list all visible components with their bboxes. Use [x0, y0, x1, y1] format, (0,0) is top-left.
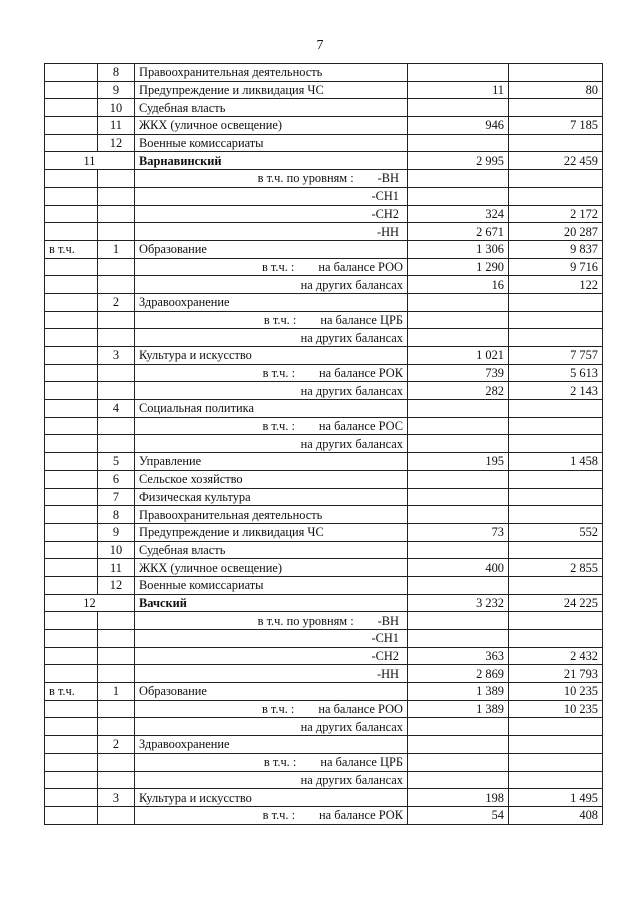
item-name-cell: Социальная политика	[135, 400, 408, 418]
item-number-cell: 3	[98, 347, 135, 365]
other-balance-label: на других балансах	[300, 436, 403, 451]
incl-cell	[45, 435, 98, 453]
table-row	[45, 134, 603, 152]
level-label: -ВН	[377, 171, 399, 186]
item-number-cell	[98, 170, 135, 188]
value-1-cell: 400	[408, 559, 509, 577]
incl-cell	[45, 453, 98, 471]
item-number-cell	[98, 187, 135, 205]
value-1-cell	[408, 435, 509, 453]
item-name-cell: Образование	[135, 240, 408, 258]
table-row	[45, 576, 603, 594]
table-row	[45, 329, 603, 347]
value-1-cell: 282	[408, 382, 509, 400]
value-2-cell	[509, 417, 603, 435]
table-row	[45, 594, 603, 612]
item-number-cell	[98, 258, 135, 276]
item-name-cell	[135, 258, 408, 276]
item-name-cell: Физическая культура	[135, 488, 408, 506]
item-number-cell	[98, 223, 135, 241]
value-2-cell: 22 459	[509, 152, 603, 170]
incl-cell	[45, 99, 98, 117]
table-row	[45, 435, 603, 453]
value-2-cell	[509, 134, 603, 152]
incl-cell	[45, 665, 98, 683]
value-2-cell	[509, 187, 603, 205]
item-name-cell: Сельское хозяйство	[135, 470, 408, 488]
table-row	[45, 117, 603, 135]
value-1-cell	[408, 771, 509, 789]
sub-prefix: в т.ч. :	[261, 259, 295, 274]
table-row	[45, 152, 603, 170]
sub-prefix: в т.ч. :	[262, 808, 296, 823]
value-2-cell	[509, 576, 603, 594]
value-2-cell: 24 225	[509, 594, 603, 612]
value-1-cell: 73	[408, 523, 509, 541]
value-1-cell	[408, 488, 509, 506]
incl-cell	[45, 187, 98, 205]
item-name-cell: Правоохранительная деятельность	[135, 64, 408, 82]
item-number-cell	[98, 417, 135, 435]
item-name-cell	[135, 753, 408, 771]
incl-cell	[45, 170, 98, 188]
table-row	[45, 276, 603, 294]
incl-cell	[45, 612, 98, 630]
value-2-cell: 7 185	[509, 117, 603, 135]
item-name-cell: Предупреждение и ликвидация ЧС	[135, 81, 408, 99]
value-1-cell	[408, 170, 509, 188]
value-1-cell	[408, 506, 509, 524]
value-2-cell	[509, 170, 603, 188]
item-number-cell: 9	[98, 523, 135, 541]
balance-label: на балансе ЦРБ	[320, 312, 403, 327]
item-number-cell: 5	[98, 453, 135, 471]
value-1-cell: 198	[408, 789, 509, 807]
incl-cell	[45, 506, 98, 524]
table-row	[45, 612, 603, 630]
item-number-cell: 7	[98, 488, 135, 506]
value-1-cell	[408, 630, 509, 648]
value-1-cell	[408, 187, 509, 205]
value-2-cell	[509, 612, 603, 630]
item-name-cell: Судебная власть	[135, 541, 408, 559]
item-number-cell: 2	[98, 736, 135, 754]
other-balance-label: на других балансах	[300, 772, 403, 787]
value-1-cell: 11	[408, 81, 509, 99]
table-body	[45, 64, 603, 825]
item-name-cell	[135, 630, 408, 648]
value-2-cell	[509, 718, 603, 736]
item-name-cell	[135, 700, 408, 718]
value-2-cell	[509, 753, 603, 771]
value-1-cell	[408, 736, 509, 754]
item-number-cell: 8	[98, 64, 135, 82]
value-1-cell	[408, 329, 509, 347]
value-1-cell	[408, 134, 509, 152]
incl-cell	[45, 134, 98, 152]
value-2-cell: 2 143	[509, 382, 603, 400]
item-name-cell	[135, 364, 408, 382]
page-number: 7	[316, 38, 324, 53]
value-1-cell	[408, 417, 509, 435]
item-name-cell	[135, 311, 408, 329]
item-number-cell	[98, 435, 135, 453]
incl-cell	[45, 64, 98, 82]
value-1-cell	[408, 576, 509, 594]
balance-label: на балансе РОК	[319, 366, 403, 381]
item-number-cell	[98, 630, 135, 648]
table-row	[45, 223, 603, 241]
item-name-cell	[135, 718, 408, 736]
item-number-cell	[98, 205, 135, 223]
value-1-cell: 1 021	[408, 347, 509, 365]
budget-table	[44, 63, 603, 825]
item-number-cell: 1	[98, 240, 135, 258]
item-number-cell	[98, 276, 135, 294]
incl-cell: в т.ч.	[45, 240, 98, 258]
item-number-cell	[98, 700, 135, 718]
incl-cell	[45, 470, 98, 488]
item-number-cell: 9	[98, 81, 135, 99]
value-2-cell	[509, 400, 603, 418]
incl-cell	[45, 736, 98, 754]
incl-cell	[45, 117, 98, 135]
table-row	[45, 771, 603, 789]
item-name-cell: Военные комиссариаты	[135, 134, 408, 152]
item-name-cell: Военные комиссариаты	[135, 576, 408, 594]
value-2-cell: 2 855	[509, 559, 603, 577]
level-label: -СН1	[371, 189, 399, 204]
incl-cell	[45, 311, 98, 329]
item-number-cell: 3	[98, 789, 135, 807]
value-1-cell: 16	[408, 276, 509, 294]
item-number-cell: 8	[98, 506, 135, 524]
table-row	[45, 718, 603, 736]
value-1-cell: 1 306	[408, 240, 509, 258]
table-row	[45, 736, 603, 754]
incl-cell	[45, 293, 98, 311]
incl-cell	[45, 223, 98, 241]
other-balance-label: на других балансах	[300, 383, 403, 398]
value-1-cell: 2 995	[408, 152, 509, 170]
item-name-cell	[135, 205, 408, 223]
value-2-cell: 10 235	[509, 683, 603, 701]
table-row	[45, 488, 603, 506]
table-row	[45, 99, 603, 117]
table-row	[45, 311, 603, 329]
value-1-cell: 1 389	[408, 683, 509, 701]
table-row	[45, 258, 603, 276]
balance-label: на балансе ЦРБ	[320, 755, 403, 770]
value-2-cell	[509, 771, 603, 789]
incl-cell	[45, 523, 98, 541]
table-row	[45, 347, 603, 365]
table-row	[45, 470, 603, 488]
incl-cell	[45, 347, 98, 365]
value-2-cell	[509, 293, 603, 311]
table-row	[45, 64, 603, 82]
sub-prefix: в т.ч. :	[262, 419, 295, 434]
incl-cell	[45, 329, 98, 347]
levels-prefix: в т.ч. по уровням :	[257, 613, 354, 628]
value-2-cell	[509, 99, 603, 117]
value-2-cell	[509, 329, 603, 347]
item-name-cell: ЖКХ (уличное освещение)	[135, 559, 408, 577]
value-2-cell: 2 172	[509, 205, 603, 223]
level-label: -СН2	[371, 206, 399, 221]
value-2-cell	[509, 736, 603, 754]
level-label: -ВН	[377, 613, 399, 628]
incl-cell	[45, 364, 98, 382]
value-1-cell	[408, 99, 509, 117]
incl-cell	[45, 541, 98, 559]
level-label: -СН2	[371, 649, 399, 664]
item-name-cell	[135, 435, 408, 453]
value-2-cell: 21 793	[509, 665, 603, 683]
region-number-cell: 11	[45, 152, 135, 170]
item-name-cell	[135, 329, 408, 347]
value-1-cell: 739	[408, 364, 509, 382]
balance-label: на балансе РОС	[318, 419, 403, 434]
incl-cell	[45, 806, 98, 824]
value-2-cell: 10 235	[509, 700, 603, 718]
value-1-cell: 1 389	[408, 700, 509, 718]
table-row	[45, 541, 603, 559]
item-name-cell: Образование	[135, 683, 408, 701]
incl-cell	[45, 789, 98, 807]
item-name-cell	[135, 647, 408, 665]
incl-cell	[45, 647, 98, 665]
table-row	[45, 81, 603, 99]
item-number-cell	[98, 311, 135, 329]
value-1-cell	[408, 612, 509, 630]
table-row	[45, 187, 603, 205]
table-row	[45, 683, 603, 701]
incl-cell	[45, 771, 98, 789]
incl-cell	[45, 81, 98, 99]
item-name-cell: Правоохранительная деятельность	[135, 506, 408, 524]
table-row	[45, 559, 603, 577]
sub-prefix: в т.ч. :	[262, 366, 296, 381]
sub-prefix: в т.ч. :	[263, 755, 297, 770]
level-label: -СН1	[371, 631, 399, 646]
table-row	[45, 630, 603, 648]
item-number-cell: 6	[98, 470, 135, 488]
item-name-cell	[135, 771, 408, 789]
sub-prefix: в т.ч. :	[261, 702, 295, 717]
incl-cell	[45, 753, 98, 771]
table-row	[45, 665, 603, 683]
balance-label: на балансе РОО	[318, 702, 403, 717]
item-number-cell	[98, 806, 135, 824]
incl-cell	[45, 258, 98, 276]
item-number-cell: 10	[98, 99, 135, 117]
item-number-cell	[98, 364, 135, 382]
value-1-cell	[408, 400, 509, 418]
value-2-cell	[509, 470, 603, 488]
item-number-cell: 12	[98, 134, 135, 152]
value-2-cell: 408	[509, 806, 603, 824]
table-row	[45, 293, 603, 311]
table-row	[45, 382, 603, 400]
table-row	[45, 453, 603, 471]
incl-cell	[45, 276, 98, 294]
incl-cell	[45, 488, 98, 506]
value-1-cell: 2 671	[408, 223, 509, 241]
item-name-cell: Судебная власть	[135, 99, 408, 117]
value-2-cell: 122	[509, 276, 603, 294]
value-2-cell: 552	[509, 523, 603, 541]
table-row	[45, 806, 603, 824]
item-name-cell	[135, 382, 408, 400]
item-number-cell	[98, 718, 135, 736]
incl-cell	[45, 718, 98, 736]
item-name-cell: Культура и искусство	[135, 347, 408, 365]
value-2-cell: 7 757	[509, 347, 603, 365]
value-2-cell: 1 495	[509, 789, 603, 807]
value-1-cell: 195	[408, 453, 509, 471]
table-row	[45, 170, 603, 188]
item-name-cell: Культура и искусство	[135, 789, 408, 807]
value-2-cell: 1 458	[509, 453, 603, 471]
incl-cell	[45, 400, 98, 418]
value-1-cell: 2 869	[408, 665, 509, 683]
value-1-cell	[408, 541, 509, 559]
item-name-cell	[135, 806, 408, 824]
item-number-cell: 10	[98, 541, 135, 559]
other-balance-label: на других балансах	[300, 330, 403, 345]
item-name-cell	[135, 665, 408, 683]
other-balance-label: на других балансах	[300, 277, 403, 292]
table-row	[45, 417, 603, 435]
value-1-cell	[408, 293, 509, 311]
value-2-cell	[509, 488, 603, 506]
region-name-cell: Варнавинский	[135, 152, 408, 170]
value-2-cell: 9 837	[509, 240, 603, 258]
value-2-cell	[509, 435, 603, 453]
incl-cell: в т.ч.	[45, 683, 98, 701]
item-name-cell	[135, 187, 408, 205]
value-1-cell	[408, 470, 509, 488]
region-name-cell: Вачский	[135, 594, 408, 612]
item-number-cell	[98, 771, 135, 789]
item-number-cell	[98, 382, 135, 400]
value-1-cell	[408, 753, 509, 771]
item-name-cell: Предупреждение и ликвидация ЧС	[135, 523, 408, 541]
item-number-cell: 12	[98, 576, 135, 594]
value-1-cell: 54	[408, 806, 509, 824]
item-name-cell: ЖКХ (уличное освещение)	[135, 117, 408, 135]
item-number-cell	[98, 647, 135, 665]
item-name-cell	[135, 417, 408, 435]
item-number-cell: 11	[98, 117, 135, 135]
item-name-cell: Здравоохранение	[135, 293, 408, 311]
table-row	[45, 647, 603, 665]
value-1-cell	[408, 311, 509, 329]
levels-prefix: в т.ч. по уровням :	[257, 171, 354, 186]
balance-label: на балансе РОО	[318, 259, 403, 274]
value-2-cell	[509, 64, 603, 82]
sub-prefix: в т.ч. :	[263, 312, 297, 327]
item-name-cell	[135, 223, 408, 241]
item-number-cell	[98, 329, 135, 347]
item-number-cell	[98, 612, 135, 630]
region-number-cell: 12	[45, 594, 135, 612]
value-2-cell	[509, 541, 603, 559]
value-2-cell	[509, 311, 603, 329]
table-row	[45, 205, 603, 223]
value-1-cell	[408, 718, 509, 736]
value-2-cell: 9 716	[509, 258, 603, 276]
table-row	[45, 700, 603, 718]
item-number-cell: 2	[98, 293, 135, 311]
table-row	[45, 400, 603, 418]
item-number-cell: 1	[98, 683, 135, 701]
level-label: -НН	[376, 666, 399, 681]
incl-cell	[45, 576, 98, 594]
incl-cell	[45, 205, 98, 223]
table-row	[45, 789, 603, 807]
value-2-cell: 2 432	[509, 647, 603, 665]
item-number-cell: 11	[98, 559, 135, 577]
item-number-cell	[98, 753, 135, 771]
table-row	[45, 506, 603, 524]
table-row	[45, 240, 603, 258]
value-2-cell: 5 613	[509, 364, 603, 382]
value-2-cell	[509, 506, 603, 524]
item-name-cell	[135, 276, 408, 294]
item-name-cell	[135, 612, 408, 630]
value-1-cell: 363	[408, 647, 509, 665]
value-1-cell: 946	[408, 117, 509, 135]
item-name-cell: Здравоохранение	[135, 736, 408, 754]
value-2-cell	[509, 630, 603, 648]
item-name-cell	[135, 170, 408, 188]
item-name-cell: Управление	[135, 453, 408, 471]
value-1-cell: 3 232	[408, 594, 509, 612]
value-1-cell: 324	[408, 205, 509, 223]
item-number-cell: 4	[98, 400, 135, 418]
level-label: -НН	[376, 224, 399, 239]
table-row	[45, 364, 603, 382]
value-2-cell: 80	[509, 81, 603, 99]
incl-cell	[45, 700, 98, 718]
incl-cell	[45, 630, 98, 648]
item-number-cell	[98, 665, 135, 683]
value-1-cell: 1 290	[408, 258, 509, 276]
other-balance-label: на других балансах	[300, 719, 403, 734]
incl-cell	[45, 382, 98, 400]
value-2-cell: 20 287	[509, 223, 603, 241]
incl-cell	[45, 559, 98, 577]
balance-label: на балансе РОК	[319, 808, 403, 823]
incl-cell	[45, 417, 98, 435]
value-1-cell	[408, 64, 509, 82]
table-row	[45, 753, 603, 771]
table-row	[45, 523, 603, 541]
